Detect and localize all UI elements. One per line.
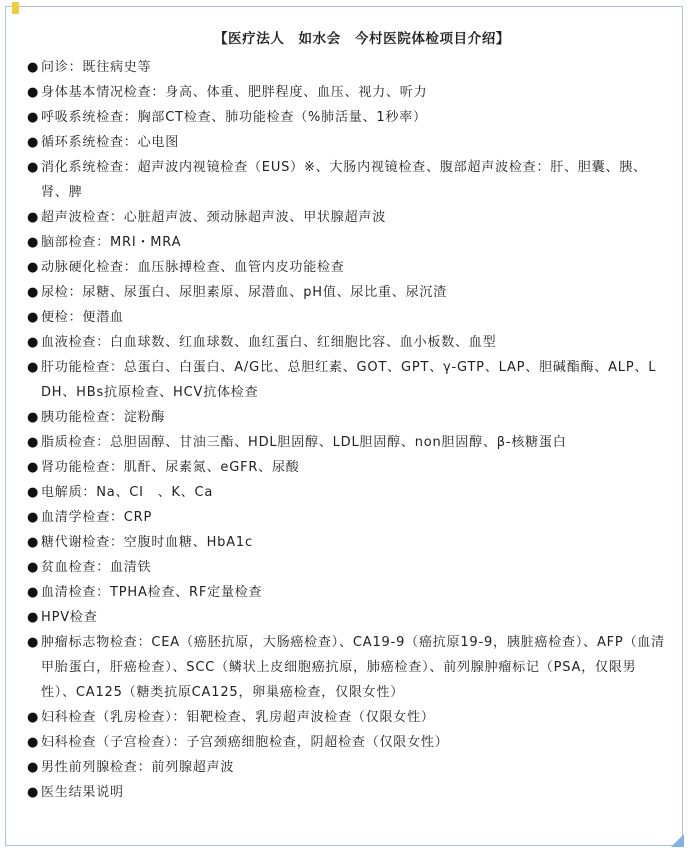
checkup-item bbox=[27, 630, 667, 705]
bullet-icon: ● bbox=[27, 735, 40, 750]
bullet-icon: ● bbox=[27, 535, 40, 550]
checkup-item bbox=[27, 555, 667, 580]
checkup-item-text: 糖代谢检查：空腹时血糖、HbA1c bbox=[41, 535, 253, 550]
bullet-icon: ● bbox=[27, 235, 40, 250]
bullet-icon: ● bbox=[27, 785, 40, 800]
document-body bbox=[27, 30, 667, 805]
bullet-icon: ● bbox=[27, 485, 40, 500]
bullet-icon: ● bbox=[27, 635, 40, 650]
checkup-item-text: 血液检查：白血球数、红血球数、血红蛋白、红细胞比容、血小板数、血型 bbox=[41, 335, 497, 350]
checkup-item-text: 妇科检查（乳房检查）：钼靶检查、乳房超声波检查（仅限女性） bbox=[41, 710, 435, 725]
checkup-item bbox=[27, 780, 667, 805]
checkup-item bbox=[27, 530, 667, 555]
checkup-item bbox=[27, 430, 667, 455]
bullet-icon: ● bbox=[27, 285, 40, 300]
checkup-item bbox=[27, 155, 667, 205]
bullet-icon: ● bbox=[27, 135, 40, 150]
checkup-item-text: 血清学检查：CRP bbox=[41, 510, 153, 525]
checkup-item-text: 男性前列腺检查：前列腺超声波 bbox=[41, 760, 235, 775]
checkup-items-list bbox=[27, 55, 667, 805]
checkup-item-text: 电解质：Na、CI 、K、Ca bbox=[41, 485, 214, 500]
checkup-item-text: 呼吸系统检查：胸部CT检查、肺功能检查（%肺活量、1秒率） bbox=[41, 110, 427, 125]
page-fold-corner bbox=[671, 834, 684, 847]
checkup-item-text: 胰功能检查：淀粉酶 bbox=[41, 410, 166, 425]
bullet-icon: ● bbox=[27, 110, 40, 125]
checkup-item-text: 脂质检查：总胆固醇、甘油三酯、HDL胆固醇、LDL胆固醇、non胆固醇、β-核糖蛋白 bbox=[41, 435, 567, 450]
checkup-item bbox=[27, 505, 667, 530]
checkup-item-text: 肾功能检查：肌酐、尿素氮、eGFR、尿酸 bbox=[41, 460, 300, 475]
document-title: 【医疗法人 如水会 今村医院体检项目介绍】 bbox=[213, 31, 511, 47]
checkup-item bbox=[27, 80, 667, 105]
checkup-item-text: 贫血检查：血清铁 bbox=[41, 560, 152, 575]
bullet-icon: ● bbox=[27, 210, 40, 225]
corner-accent bbox=[12, 2, 19, 14]
checkup-item bbox=[27, 130, 667, 155]
checkup-item-text: HPV检查 bbox=[41, 610, 98, 625]
checkup-item bbox=[27, 105, 667, 130]
bullet-icon: ● bbox=[27, 85, 40, 100]
bullet-icon: ● bbox=[27, 585, 40, 600]
checkup-item bbox=[27, 255, 667, 280]
checkup-item bbox=[27, 205, 667, 230]
checkup-item bbox=[27, 455, 667, 480]
bullet-icon: ● bbox=[27, 560, 40, 575]
checkup-item-text: 身体基本情况检查：身高、体重、肥胖程度、血压、视力、听力 bbox=[41, 85, 428, 100]
checkup-item-text: 肿瘤标志物检查：CEA（癌胚抗原，大肠癌检查）、CA19-9（癌抗原19-9，胰脏癌检查）、AFP（血清甲胎蛋白，肝癌检查）、SCC（鳞状上皮细胞癌抗原，肺癌检查）、前列腺肿瘤标记（PSA，仅限男性）、CA125（糖类抗原CA125，卵巢癌检查，仅限女性） bbox=[41, 635, 665, 700]
checkup-item bbox=[27, 580, 667, 605]
checkup-item-text: 动脉硬化检查：血压脉搏检查、血管内皮功能检查 bbox=[41, 260, 345, 275]
checkup-item-text: 脑部检查：MRI・MRA bbox=[41, 235, 182, 250]
checkup-item-text: 血清检查：TPHA检查、RF定量检查 bbox=[41, 585, 263, 600]
bullet-icon: ● bbox=[27, 410, 40, 425]
checkup-item-text: 妇科检查（子宫检查）：子宫颈癌细胞检查，阴超检查（仅限女性） bbox=[41, 735, 449, 750]
checkup-item-text: 尿检：尿糖、尿蛋白、尿胆素原、尿潜血、pH值、尿比重、尿沉渣 bbox=[41, 285, 448, 300]
bullet-icon: ● bbox=[27, 260, 40, 275]
bullet-icon: ● bbox=[27, 60, 40, 75]
bullet-icon: ● bbox=[27, 335, 40, 350]
checkup-item bbox=[27, 305, 667, 330]
checkup-item bbox=[27, 230, 667, 255]
checkup-item-text: 医生结果说明 bbox=[41, 785, 124, 800]
checkup-item bbox=[27, 55, 667, 80]
checkup-item-text: 消化系统检查：超声波内视镜检查（EUS）※、大肠内视镜检查、腹部超声波检查：肝、胆囊、胰、肾、脾 bbox=[41, 160, 647, 200]
checkup-item-text: 便检：便潜血 bbox=[41, 310, 124, 325]
bullet-icon: ● bbox=[27, 310, 40, 325]
checkup-item-text: 超声波检查：心脏超声波、颈动脉超声波、甲状腺超声波 bbox=[41, 210, 387, 225]
checkup-item-text: 肝功能检查：总蛋白、白蛋白、A/G比、总胆红素、GOT、GPT、γ-GTP、LAP、胆碱酯酶、ALP、LDH、HBs抗原检查、HCV抗体检查 bbox=[41, 360, 657, 400]
checkup-item bbox=[27, 755, 667, 780]
bullet-icon: ● bbox=[27, 460, 40, 475]
bullet-icon: ● bbox=[27, 435, 40, 450]
checkup-item bbox=[27, 280, 667, 305]
checkup-item bbox=[27, 330, 667, 355]
checkup-item bbox=[27, 480, 667, 505]
checkup-item-text: 问诊：既往病史等 bbox=[41, 60, 152, 75]
checkup-item bbox=[27, 605, 667, 630]
bullet-icon: ● bbox=[27, 160, 40, 175]
checkup-item bbox=[27, 705, 667, 730]
bullet-icon: ● bbox=[27, 760, 40, 775]
bullet-icon: ● bbox=[27, 610, 40, 625]
checkup-item bbox=[27, 355, 667, 405]
checkup-item-text: 循环系统检查：心电图 bbox=[41, 135, 180, 150]
bullet-icon: ● bbox=[27, 510, 40, 525]
checkup-item bbox=[27, 730, 667, 755]
bullet-icon: ● bbox=[27, 710, 40, 725]
checkup-item bbox=[27, 405, 667, 430]
bullet-icon: ● bbox=[27, 360, 40, 375]
